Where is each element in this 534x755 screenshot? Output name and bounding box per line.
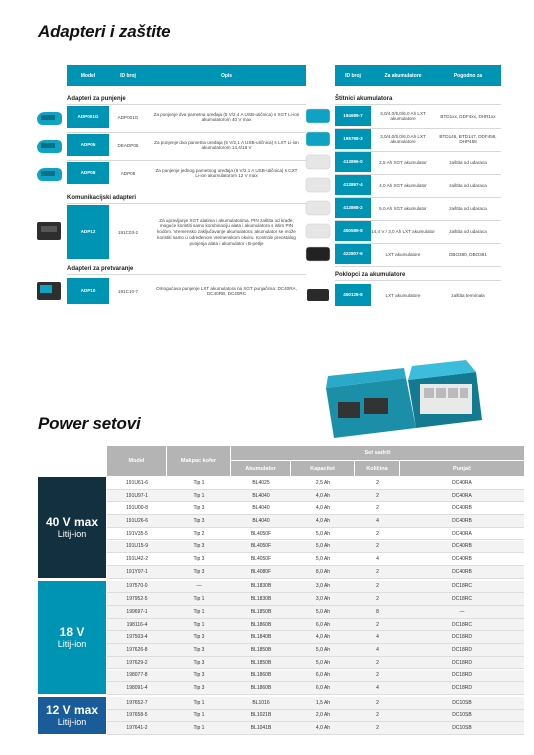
row-use: BTD146, BTD147, DDF458, DHP458 — [439, 134, 497, 144]
row-id: 191C03-2 — [117, 229, 139, 235]
right-header-id: ID broj — [345, 72, 361, 79]
row-capacity: 6,0 Ah — [315, 685, 331, 692]
row-battery: BL1016 — [252, 699, 270, 706]
row-case: Tip 1 — [193, 608, 205, 615]
chemistry-label: Litij-ion — [57, 639, 87, 650]
left-group-title: Komunikacijski adapteri — [67, 195, 137, 201]
row-qty: 2 — [376, 672, 379, 679]
row-battery: BL4040 — [252, 517, 270, 524]
row-capacity: 3,0 Ah — [315, 583, 331, 590]
row-qty: 2 — [376, 568, 379, 575]
row-id: 450589-8 — [335, 221, 371, 241]
row-capacity: 1,5 Ah — [315, 699, 331, 706]
row-model: ADP08 — [67, 162, 109, 184]
row-id: ADP08 — [120, 170, 136, 176]
row-charger: DC40RA — [452, 492, 472, 499]
row-model: ADP05 — [67, 134, 109, 156]
table-row — [107, 606, 524, 619]
table-row — [335, 244, 501, 264]
table-row — [67, 205, 306, 259]
row-capacity: 6,0 Ah — [315, 621, 331, 628]
row-case: Tip 3 — [193, 659, 205, 666]
voltage-group-label — [38, 581, 106, 694]
voltage-label: 40 V max — [45, 515, 99, 530]
row-battery: 14,4 V / 3,0 Ah LXT akumulator — [371, 228, 435, 234]
voltage-group-label — [38, 697, 106, 734]
adapter-image — [35, 162, 63, 184]
protector-image — [303, 129, 333, 149]
row-case: Tip 1 — [193, 479, 205, 486]
row-charger: DC18RC — [451, 596, 472, 603]
adapter-image — [35, 106, 63, 128]
row-capacity: 4,0 Ah — [315, 634, 331, 641]
row-model: 191U61-6 — [126, 479, 148, 486]
row-capacity: 3,0 Ah — [315, 596, 331, 603]
row-model: 197952-5 — [126, 596, 148, 603]
row-id: 191C10-7 — [117, 288, 139, 294]
row-battery: BL4040 — [252, 505, 270, 512]
row-capacity: 4,0 Ah — [315, 492, 331, 499]
row-charger: — — [459, 608, 465, 615]
cover-image — [303, 284, 333, 306]
row-qty: 4 — [376, 556, 379, 563]
row-charger: DC18RD — [451, 659, 472, 666]
row-use: zaštita od udaraca — [449, 205, 487, 211]
row-id: 450128-8 — [335, 284, 371, 306]
row-battery: 3,0/4,0/5,0/6,0 Ah LXT akumulatore — [380, 111, 426, 121]
row-battery: 5,0 Ah XGT akumulator — [379, 205, 427, 211]
row-charger: DC40RB — [452, 505, 472, 512]
table-row — [335, 106, 501, 126]
table-row — [335, 152, 501, 172]
row-charger: DC18RD — [451, 634, 472, 641]
table-row — [67, 106, 306, 128]
row-use: zaštita terminala — [451, 292, 485, 298]
row-qty: 2 — [376, 659, 379, 666]
row-battery: BL1850B — [250, 659, 272, 666]
header-set: Set sadrži — [231, 446, 524, 460]
table-row — [107, 619, 524, 632]
row-battery: BL1021B — [250, 712, 272, 719]
row-case: — — [196, 583, 202, 590]
row-capacity: 5,0 Ah — [315, 659, 331, 666]
table-row — [107, 553, 524, 566]
row-desc: Za punjenje dva pametna uređaja (5 V/2,4 A USB-utičnica) s XGT Li-ion akumulatorom 40 V max — [153, 112, 300, 122]
left-group-title: Adapteri za punjenje — [67, 96, 126, 102]
table-row — [107, 581, 524, 594]
left-header-desc: Opis — [220, 72, 233, 79]
row-id: 422807-6 — [335, 244, 371, 264]
row-use: zaštita od udaraca — [449, 182, 487, 188]
row-charger: DC40RB — [452, 568, 472, 575]
row-desc: Za upravljanje XGT alatima i akumulatorima. PIN zaštita od krađe; moguće koristiti samo kombinaciju alata i akumulatora s istim PIN kodom. Vremensko zaključavanje akumulatora; akumulator se može koristiti samo u određenom vremenskom okviru. Kontrole preostalog punjenja alata i akumulator i B-petlje — [157, 217, 296, 246]
header-charger: Punjač — [400, 461, 524, 476]
header-battery: Akumulator — [231, 461, 290, 476]
protector-image — [303, 198, 333, 218]
row-capacity: 5,0 Ah — [315, 543, 331, 550]
row-id: 195798-3 — [335, 129, 371, 149]
makpac-case-image — [316, 358, 486, 442]
row-id: 413896-0 — [335, 152, 371, 172]
row-case: Tip 1 — [193, 621, 205, 628]
row-model: 191Y97-1 — [126, 568, 148, 575]
row-charger: DC18RC — [451, 621, 472, 628]
row-model: 197570-0 — [126, 583, 148, 590]
row-case: Tip 3 — [193, 568, 205, 575]
row-qty: 4 — [376, 646, 379, 653]
row-model: 199697-1 — [126, 608, 148, 615]
row-case: Tip 1 — [193, 596, 205, 603]
row-model: 191V35-5 — [126, 530, 148, 537]
voltage-label: 12 V max — [45, 703, 99, 718]
row-capacity: 5,0 Ah — [315, 646, 331, 653]
table-row — [107, 722, 524, 735]
row-battery: 3,0/4,0/5,0/6,0 Ah LXT akumulatore — [380, 134, 426, 144]
row-case: Tip 3 — [193, 685, 205, 692]
row-charger: DC10SB — [452, 712, 472, 719]
row-capacity: 4,0 Ah — [315, 505, 331, 512]
row-qty: 8 — [376, 608, 379, 615]
table-row — [107, 528, 524, 541]
protector-image — [303, 175, 333, 195]
table-row — [335, 129, 501, 149]
table-row — [107, 644, 524, 657]
row-capacity: 5,0 Ah — [315, 530, 331, 537]
row-battery: BL1850B — [250, 608, 272, 615]
right-header-battery: Za akumulatore — [384, 72, 422, 79]
section-title-power-sets: Power setovi — [38, 414, 141, 433]
header-capacity: Kapacitet — [291, 461, 354, 476]
row-use: BTD1xx, DDF4xx, DHR1xx — [440, 113, 496, 119]
row-model: 197652-7 — [126, 699, 148, 706]
row-charger: DC40RA — [452, 479, 472, 486]
left-table-header — [67, 65, 306, 86]
row-model: ADP10 — [67, 278, 109, 304]
protector-image — [303, 244, 333, 264]
row-desc: Omogućava punjenje LXT akumulatora na XGT punjačima: DC40RA, DC40RB, DC40RC — [156, 286, 297, 296]
row-case: Tip 3 — [193, 646, 205, 653]
row-capacity: 5,0 Ah — [315, 608, 331, 615]
row-qty: 4 — [376, 634, 379, 641]
row-model: 197503-4 — [126, 634, 148, 641]
row-use: zaštita od udaraca — [449, 159, 487, 165]
row-capacity: 4,0 Ah — [315, 517, 331, 524]
row-model: ADP001G — [67, 106, 109, 128]
row-charger: DC40RB — [452, 517, 472, 524]
row-battery: BL4025 — [252, 479, 270, 486]
row-case: Tip 1 — [193, 699, 205, 706]
voltage-label: 18 V — [59, 625, 85, 640]
header-qty: Količina — [355, 461, 399, 476]
row-qty: 2 — [376, 596, 379, 603]
row-battery: 2,5 Ah XGT akumulator — [379, 159, 427, 165]
row-capacity: 5,0 Ah — [315, 556, 331, 563]
row-desc: Za punjenje jednog pametnog uređaja (5 V/2,1 A USB-utičnica) s CXT Li-ion akumulatorom 12 V max — [155, 168, 298, 178]
protector-image — [303, 106, 333, 126]
row-case: Tip 1 — [193, 725, 205, 732]
row-battery: 4,0 Ah XGT akumulator — [379, 182, 427, 188]
row-battery: BL4050F — [250, 556, 272, 563]
row-qty: 2 — [376, 621, 379, 628]
row-battery: LXT akumulatore — [385, 251, 421, 257]
row-case: Tip 3 — [193, 634, 205, 641]
row-model: ADP12 — [67, 205, 109, 259]
row-qty: 2 — [376, 530, 379, 537]
row-qty: 2 — [376, 479, 379, 486]
row-battery: BL1041B — [250, 725, 272, 732]
row-case: Tip 3 — [193, 505, 205, 512]
row-model: 197629-2 — [126, 659, 148, 666]
row-battery: BL1850B — [250, 646, 272, 653]
table-row — [107, 631, 524, 644]
row-capacity: 2,5 Ah — [315, 479, 331, 486]
adapter-image — [35, 216, 63, 244]
row-qty: 2 — [376, 725, 379, 732]
row-use: DBO380, DBO381 — [449, 251, 487, 257]
table-row — [335, 198, 501, 218]
chemistry-label: Litij-ion — [57, 717, 87, 728]
row-case: Tip 3 — [193, 543, 205, 550]
row-battery: BL4050F — [250, 543, 272, 550]
row-qty: 4 — [376, 517, 379, 524]
table-row — [107, 593, 524, 606]
row-case: Tip 1 — [193, 712, 205, 719]
table-row — [67, 162, 306, 184]
row-battery: BL1860B — [250, 621, 272, 628]
right-header-use: Pogodno za — [453, 72, 483, 79]
row-capacity: 6,0 Ah — [315, 672, 331, 679]
row-charger: DC10SB — [452, 725, 472, 732]
table-row — [107, 657, 524, 670]
row-battery: BL4080F — [250, 568, 272, 575]
row-qty: 2 — [376, 492, 379, 499]
row-charger: DC18RD — [451, 646, 472, 653]
table-row — [107, 502, 524, 515]
row-case: Tip 3 — [193, 517, 205, 524]
row-model: 198116-4 — [126, 621, 148, 628]
adapter-image — [35, 278, 63, 304]
row-use: zaštita od udaraca — [449, 228, 487, 234]
left-header-model: Model — [80, 72, 96, 79]
row-model: 191U15-9 — [126, 543, 148, 550]
protector-image — [303, 152, 333, 172]
row-battery: BL1830B — [250, 596, 272, 603]
row-charger: DC10SB — [452, 699, 472, 706]
row-model: 191U26-6 — [126, 517, 148, 524]
table-row — [335, 175, 501, 195]
row-case: Tip 3 — [193, 672, 205, 679]
row-desc: Za punjenje dva pametna uređaja (5 V/2,1 A USB-utičnica) s LXT Li-ion akumulatorom 14,4/18 V — [154, 140, 299, 150]
chemistry-label: Litij-ion — [57, 529, 87, 540]
left-header-id: ID broj — [120, 72, 136, 79]
table-row — [107, 515, 524, 528]
row-charger: DC18RD — [451, 672, 472, 679]
header-case: Makpac kofer — [167, 446, 230, 476]
header-model: Model — [107, 446, 166, 476]
row-battery: BL1830B — [250, 583, 272, 590]
row-id: ADP001G — [117, 114, 139, 120]
row-qty: 2 — [376, 583, 379, 590]
right-group-title: Štitnici akumulatora — [335, 96, 393, 102]
row-model: 198077-8 — [126, 672, 148, 679]
row-battery: BL1860B — [250, 672, 272, 679]
row-model: 191U00-8 — [126, 505, 148, 512]
row-model: 191U42-2 — [126, 556, 148, 563]
row-qty: 2 — [376, 505, 379, 512]
table-row — [107, 670, 524, 683]
protector-image — [303, 221, 333, 241]
row-charger: DC18RD — [451, 685, 472, 692]
table-row — [107, 477, 524, 490]
row-qty: 4 — [376, 685, 379, 692]
table-row — [67, 278, 306, 304]
row-battery: BL4040 — [252, 492, 270, 499]
row-model: 198091-4 — [126, 685, 148, 692]
row-id: 413897-4 — [335, 175, 371, 195]
voltage-group-label — [38, 477, 106, 578]
row-capacity: 8,0 Ah — [315, 568, 331, 575]
table-row — [67, 134, 306, 156]
row-model: 197658-5 — [126, 712, 148, 719]
row-qty: 2 — [376, 699, 379, 706]
table-row — [107, 490, 524, 503]
row-charger: DC18RC — [451, 583, 472, 590]
table-row — [107, 710, 524, 723]
section-title-adapters: Adapteri i zaštite — [38, 22, 171, 41]
row-case: Tip 3 — [193, 556, 205, 563]
table-row — [107, 697, 524, 710]
table-row — [107, 541, 524, 554]
table-row — [335, 284, 501, 306]
row-id: 194689-7 — [335, 106, 371, 126]
right-table-header — [335, 65, 501, 86]
row-qty: 2 — [376, 543, 379, 550]
row-model: 197641-2 — [126, 725, 148, 732]
table-row — [107, 566, 524, 579]
row-capacity: 2,0 Ah — [315, 712, 331, 719]
row-battery: LXT akumulatore — [385, 292, 421, 298]
row-model: 197626-8 — [126, 646, 148, 653]
row-capacity: 4,0 Ah — [315, 725, 331, 732]
left-group-title: Adapteri za pretvaranje — [67, 266, 134, 272]
right-group-title: Poklopci za akumulatore — [335, 272, 406, 278]
row-charger: DC40RA — [452, 530, 472, 537]
row-charger: DC40RB — [452, 543, 472, 550]
row-id: DEADP05 — [117, 142, 139, 148]
row-model: 191U97-1 — [126, 492, 148, 499]
row-id: 413898-2 — [335, 198, 371, 218]
row-battery: BL4050F — [250, 530, 272, 537]
row-battery: BL1860B — [250, 685, 272, 692]
row-qty: 2 — [376, 712, 379, 719]
row-case: Tip 1 — [193, 492, 205, 499]
table-row — [107, 682, 524, 695]
row-case: Tip 2 — [193, 530, 205, 537]
row-charger: DC40RB — [452, 556, 472, 563]
adapter-image — [35, 134, 63, 156]
table-row — [335, 221, 501, 241]
row-battery: BL1840B — [250, 634, 272, 641]
